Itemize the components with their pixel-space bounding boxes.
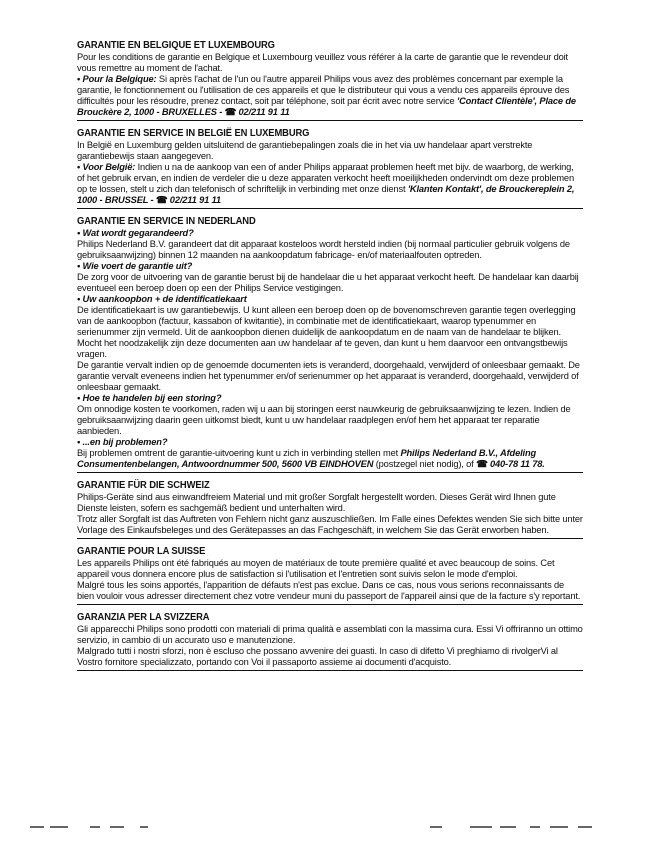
paragraph: Philips Nederland B.V. garandeert dat dit apparaat kosteloos wordt hersteld indien (bij normaal particulier gebruik volgens de gebruiksaanwijzing) binnen 12 maanden na aankoopdatum fabricage- en/of materiaalfouten optreden.: [77, 239, 570, 260]
paragraph-text: (postzegel niet nodig), of: [375, 459, 474, 469]
contact-phone: 040-78 11 78.: [489, 459, 545, 469]
subheading-text: Wat wordt gegarandeerd?: [82, 228, 194, 238]
bullet-marker: •: [77, 393, 83, 403]
section-title: GARANTIE EN SERVICE IN NEDERLAND: [77, 216, 256, 227]
paragraph: Gli apparecchi Philips sono prodotti con materiali di prima qualità e assemblati con la massima cura. Essi Vi offriranno un ottimo servizio, in cambio di un accurato uso e manutenzione.: [77, 624, 583, 645]
section-title: GARANTIE EN SERVICE IN BELGIË EN LUXEMBURG: [77, 128, 310, 139]
section-title: GARANZIA PER LA SVIZZERA: [77, 612, 210, 623]
section-belgie-luxemburg: [77, 128, 583, 209]
paragraph: De identificatiekaart is uw garantiebewijs. U kunt alleen een beroep doen op de bovenomschreven garantie tegen overlegging van de aankoopbon (factuur, kassabon of kwitantie), in combinatie met de identificatiekaart, waarop typenummer en serienummer zijn vermeld. Uit de aankoopbon dienen duidelijk de aankoopdatum en de naam van de handelaar te blijken. Mocht het noodzakelijk zijn deze documenten aan uw handelaar af te geven, dan kunt u hem daarvoor een ontvangstbewijs vragen.: [77, 305, 576, 359]
section-schweiz: [77, 480, 583, 539]
section-title: GARANTIE EN BELGIQUE ET LUXEMBOURG: [77, 40, 275, 51]
warranty-text-column: [77, 40, 583, 678]
subheading-text: Uw aankoopbon + de identificatiekaart: [82, 294, 247, 304]
paragraph: Malgrado tutti i nostri sforzi, non è escluso che possano avvenire dei guasti. In caso di difetto Vi preghiamo di rivolgerVi al Vostro fornitore specializzato, portando con Voi il passaporto assieme ai documenti d'acquisto.: [77, 646, 558, 667]
bullet-text: Si après l'achat de l'un ou l'autre appareil Philips vous avez des problèmes concernant par exemple la garantie, le fonctionnement ou l'utilisation de ces appareils et que le distributeur qui vous a vendu ces appareils éprouve des difficultés pour les résoudre, prenez contact, soit par téléphone, soit par écrit avec notre service: [77, 74, 570, 106]
subheading-text: ...en bij problemen?: [82, 437, 168, 447]
bullet-marker: •: [77, 261, 83, 271]
bullet-marker: •: [77, 74, 83, 84]
subheading: [77, 437, 583, 448]
bullet-marker: •: [77, 294, 83, 304]
paragraph: Trotz aller Sorgfalt ist das Auftreten von Fehlern nicht ganz auszuschließen. Im Falle eines Defektes wenden Sie sich bitte unter Vorlage des Einkaufsbeleges und des Gerätepasses an das Fachgeschäft, in welchem Sie das Gerät erworben haben.: [77, 514, 583, 535]
subheading: [77, 294, 583, 305]
section-svizzera: [77, 612, 583, 671]
bullet-marker: •: [77, 228, 83, 238]
paragraph: Malgré tous les soins apportés, l'apparition de défauts n'est pas exclue. Dans ce cas, nous vous serions reconnaissants de bien vouloir vous adresser directement chez votre vendeur muni du passeport de l'appareil ainsi que de la facture s'y reportant.: [77, 580, 581, 601]
bullet-marker: •: [77, 162, 83, 172]
bullet-label: Pour la Belgique:: [82, 74, 157, 84]
section-nederland: [77, 216, 583, 473]
paragraph: Om onnodige kosten te voorkomen, raden wij u aan bij storingen eerst nauwkeurig de gebruiksaanwijzing te lezen. Indien de gebruiksaanwijzing daarin geen uitkomst biedt, kunt u uw handelaar raadplegen en/of hem het apparaat ter reparatie aanbieden.: [77, 404, 571, 436]
section-bullet-paragraph: [77, 162, 583, 206]
section-title: GARANTIE FÜR DIE SCHWEIZ: [77, 480, 210, 491]
subheading: [77, 393, 583, 404]
section-intro: Pour les conditions de garantie en Belgique et Luxembourg veuillez vous référer à la carte de garantie que le revendeur doit vous remettre au moment de l'achat.: [77, 52, 568, 73]
section-title: GARANTIE POUR LA SUISSE: [77, 546, 206, 557]
section-suisse: [77, 546, 583, 605]
bullet-text: Indien u na de aankoop van een of ander Philips apparaat problemen heeft met bijv. de waarborg, de werking, of het gebruik ervan, en indien de verdeler die u deze apparaten verkocht heeft moeilijkheden ondervindt om deze problemen op te lossen, stelt u zich dan telefonisch of schriftelijk in verbinding met onze dienst: [77, 162, 574, 194]
paragraph: [77, 448, 583, 470]
contact-address: 'Contact Clientèle', Place de Brouckère 2, 1000 - BRUXELLES -: [77, 96, 576, 117]
subheading: [77, 228, 583, 239]
telephone-icon: ☎: [476, 459, 488, 469]
telephone-icon: ☎: [224, 107, 237, 117]
paragraph: Philips-Geräte sind aus einwandfreiem Material und mit großer Sorgfalt hergestellt worden. Dieses Gerät wird Ihnen gute Dienste leisten, sofern es sachgemäß bedient und unterhalten wird.: [77, 492, 556, 513]
subheading-text: Hoe te handelen bij een storing?: [82, 393, 222, 403]
paragraph: Les appareils Philips ont été fabriqués au moyen de matériaux de toute première qualité et avec beaucoup de soins. Cet appareil vous donnera encore plus de satisfaction si l'utilisation et l'entretien sont suivis selon le mode d'emploi.: [77, 558, 555, 579]
contact-address: 'Klanten Kontakt', de Brouckereplein 2, 1000 - BRUSSEL -: [77, 184, 575, 205]
section-bullet-paragraph: [77, 74, 583, 118]
section-belgique-luxembourg: [77, 40, 583, 121]
telephone-icon: ☎: [155, 195, 168, 205]
subheading-text: Wie voert de garantie uit?: [82, 261, 193, 271]
contact-phone: 02/211 91 11: [238, 107, 290, 117]
paragraph: De garantie vervalt indien op de genoemde documenten iets is veranderd, doorgehaald, verwijderd of onleesbaar gemaakt. De garantie vervalt eveneens indien het typenummer en/of serienummer op het apparaat is veranderd, doorgehaald, verwijderd of onleesbaar gemaakt.: [77, 360, 580, 392]
company-address: Philips Nederland B.V., Afdeling Consumentenbelangen, Antwoordnummer 500, 5600 VB EINDHOVEN: [77, 448, 537, 469]
scan-edge-marks: [30, 826, 620, 830]
bullet-marker: •: [77, 437, 83, 447]
section-intro: In België en Luxemburg gelden uitsluitend de garantiebepalingen zoals die in het via uw handelaar apart verstrekte garantiebewijs staan aangegeven.: [77, 140, 533, 161]
bullet-label: Voor België:: [82, 162, 136, 172]
subheading: [77, 261, 583, 272]
paragraph: De zorg voor de uitvoering van de garantie berust bij de handelaar die u het apparaat verkocht heeft. De handelaar kan daarbij eventueel een beroep doen op een der Philips Service vestigingen.: [77, 272, 579, 293]
paragraph-text: Bij problemen omtrent de garantie-uitvoering kunt u zich in verbinding stellen met: [77, 448, 399, 458]
contact-phone: 02/211 91 11: [169, 195, 221, 205]
